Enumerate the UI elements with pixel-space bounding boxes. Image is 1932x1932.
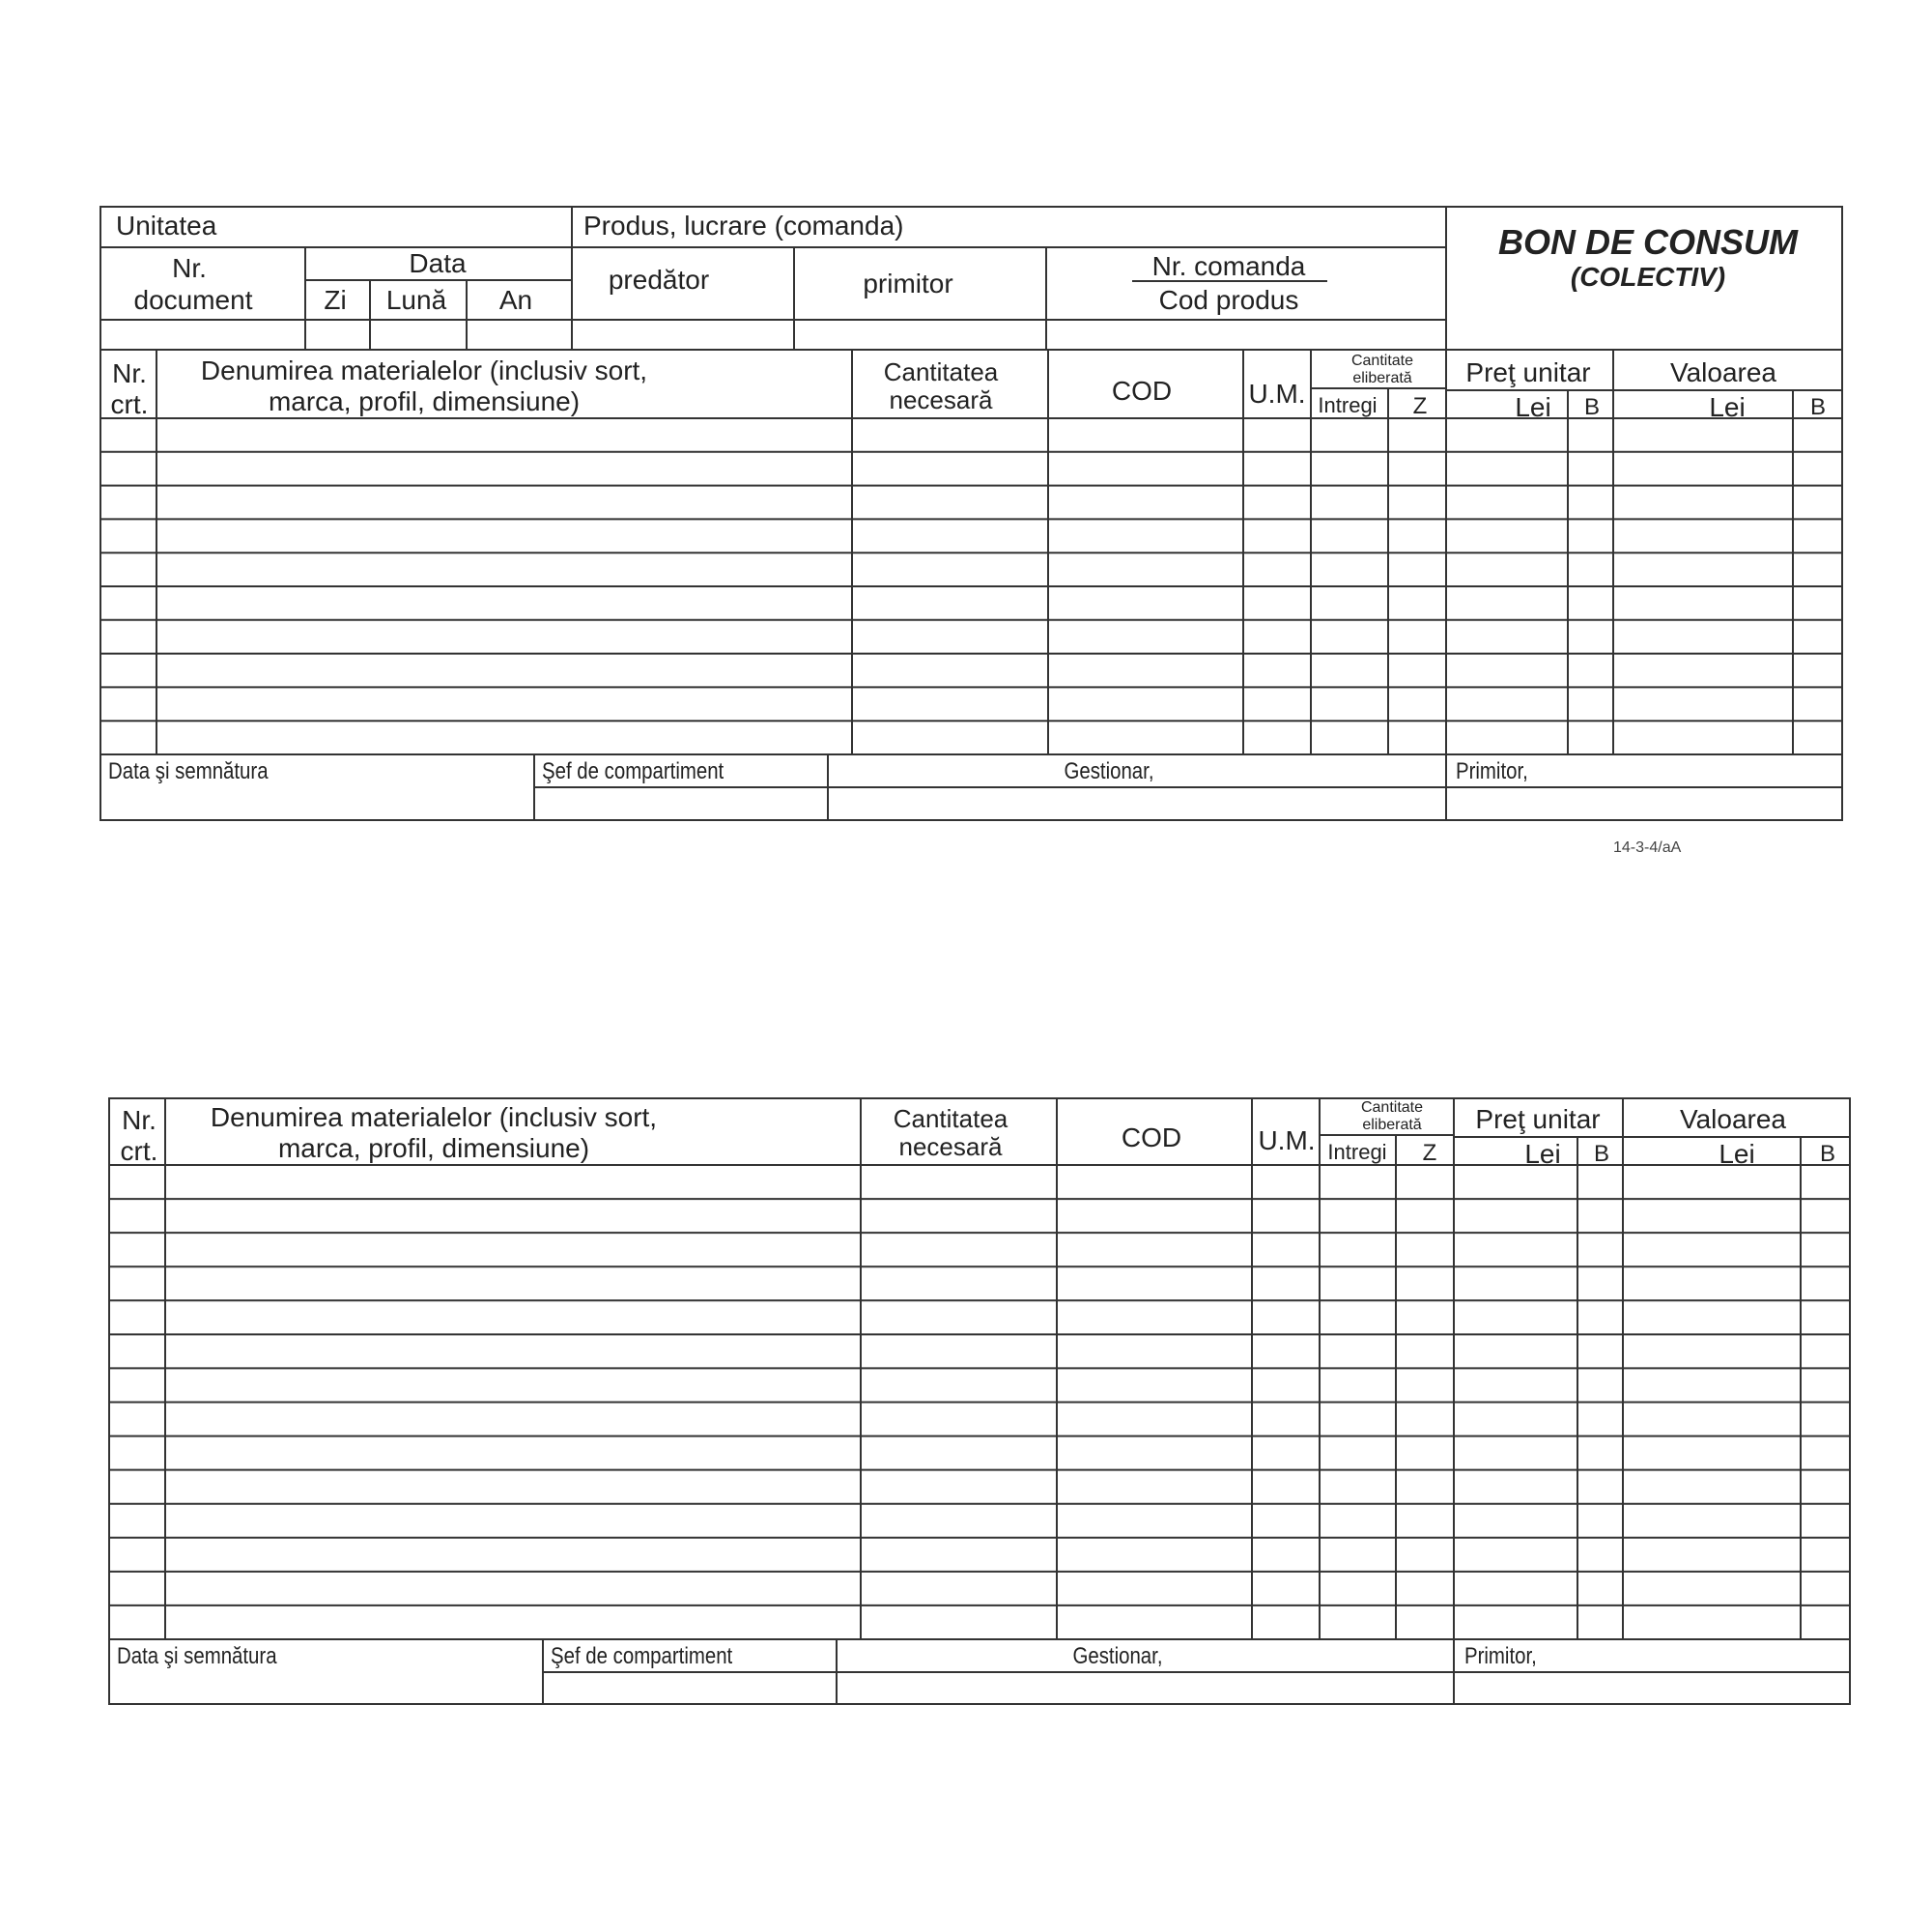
pret-lei-label: Lei xyxy=(1515,392,1551,422)
eliberata-label: Cantitate xyxy=(1350,353,1414,369)
denumire-label: Denumirea materialelor (inclusiv sort, xyxy=(200,355,648,385)
pret-unitar-label: Preţ unitar xyxy=(1465,357,1591,387)
valoarea-label: Valoarea xyxy=(1679,1104,1787,1134)
cod-produs-label: Cod produs xyxy=(1158,285,1299,315)
cantitatea-label: Cantitatea xyxy=(893,1104,1009,1133)
form-code: 14-3-4/aA xyxy=(1613,839,1682,856)
cod-label: COD xyxy=(1111,376,1173,406)
intregi-label: Intregi xyxy=(1327,1140,1387,1164)
gestionar-label: Gestionar, xyxy=(1064,758,1154,784)
data-semnatura-label: Data şi semnătura xyxy=(117,1643,277,1669)
cantitatea-label-2: necesară xyxy=(898,1132,1003,1161)
zi-label: Zi xyxy=(324,285,347,315)
z-label: Z xyxy=(1422,1140,1437,1166)
nr-comanda-label: Nr. comanda xyxy=(1151,251,1306,281)
nr-document-label: Nr. xyxy=(172,253,207,283)
pret-unitar-label: Preţ unitar xyxy=(1475,1104,1601,1134)
an-label: An xyxy=(498,285,533,315)
pret-b-label: B xyxy=(1583,394,1601,420)
denumire-label-2: marca, profil, dimensiune) xyxy=(268,386,581,416)
cantitatea-label: Cantitatea xyxy=(883,357,999,386)
um-label: U.M. xyxy=(1258,1125,1316,1155)
valoare-b-label: B xyxy=(1819,1141,1836,1167)
z-label: Z xyxy=(1412,393,1428,419)
valoare-b-label: B xyxy=(1809,394,1827,420)
primitor-label: primitor xyxy=(863,269,953,298)
gestionar-label: Gestionar, xyxy=(1072,1643,1163,1669)
nr-document-label-2: document xyxy=(133,285,253,315)
intregi-label: Intregi xyxy=(1318,393,1378,417)
pret-lei-label: Lei xyxy=(1524,1139,1561,1169)
um-label: U.M. xyxy=(1248,379,1306,409)
eliberata-label: Cantitate xyxy=(1360,1099,1424,1116)
primitor-signature-label: Primitor, xyxy=(1456,758,1528,784)
primitor-signature-label: Primitor, xyxy=(1464,1643,1537,1669)
data-semnatura-label: Data şi semnătura xyxy=(108,758,269,784)
sef-compartiment-label: Şef de compartiment xyxy=(542,758,724,784)
eliberata-label-2: eliberată xyxy=(1362,1117,1422,1133)
produs-label: Produs, lucrare (comanda) xyxy=(583,211,904,241)
nr-crt-label: Nr. xyxy=(112,358,147,388)
cantitatea-label-2: necesară xyxy=(889,385,993,414)
sef-compartiment-label: Şef de compartiment xyxy=(551,1643,733,1669)
form-title: BON DE CONSUM xyxy=(1497,222,1799,262)
unitatea-label: Unitatea xyxy=(116,211,217,241)
form-subtitle: (COLECTIV) xyxy=(1570,262,1726,292)
pret-b-label: B xyxy=(1593,1141,1610,1167)
eliberata-label-2: eliberată xyxy=(1352,370,1412,386)
cod-label: COD xyxy=(1121,1122,1182,1152)
luna-label: Lună xyxy=(385,285,447,315)
valoare-lei-label: Lei xyxy=(1709,392,1746,422)
valoare-lei-label: Lei xyxy=(1719,1139,1755,1169)
data-label: Data xyxy=(409,248,467,278)
valoarea-label: Valoarea xyxy=(1669,357,1777,387)
denumire-label: Denumirea materialelor (inclusiv sort, xyxy=(210,1102,658,1132)
denumire-label-2: marca, profil, dimensiune) xyxy=(277,1133,590,1163)
top-form-border xyxy=(100,207,1842,820)
predator-label: predător xyxy=(608,265,710,295)
nr-crt-label-2: crt. xyxy=(110,389,149,419)
nr-crt-label-2: crt. xyxy=(120,1136,158,1166)
nr-crt-label: Nr. xyxy=(122,1105,156,1135)
